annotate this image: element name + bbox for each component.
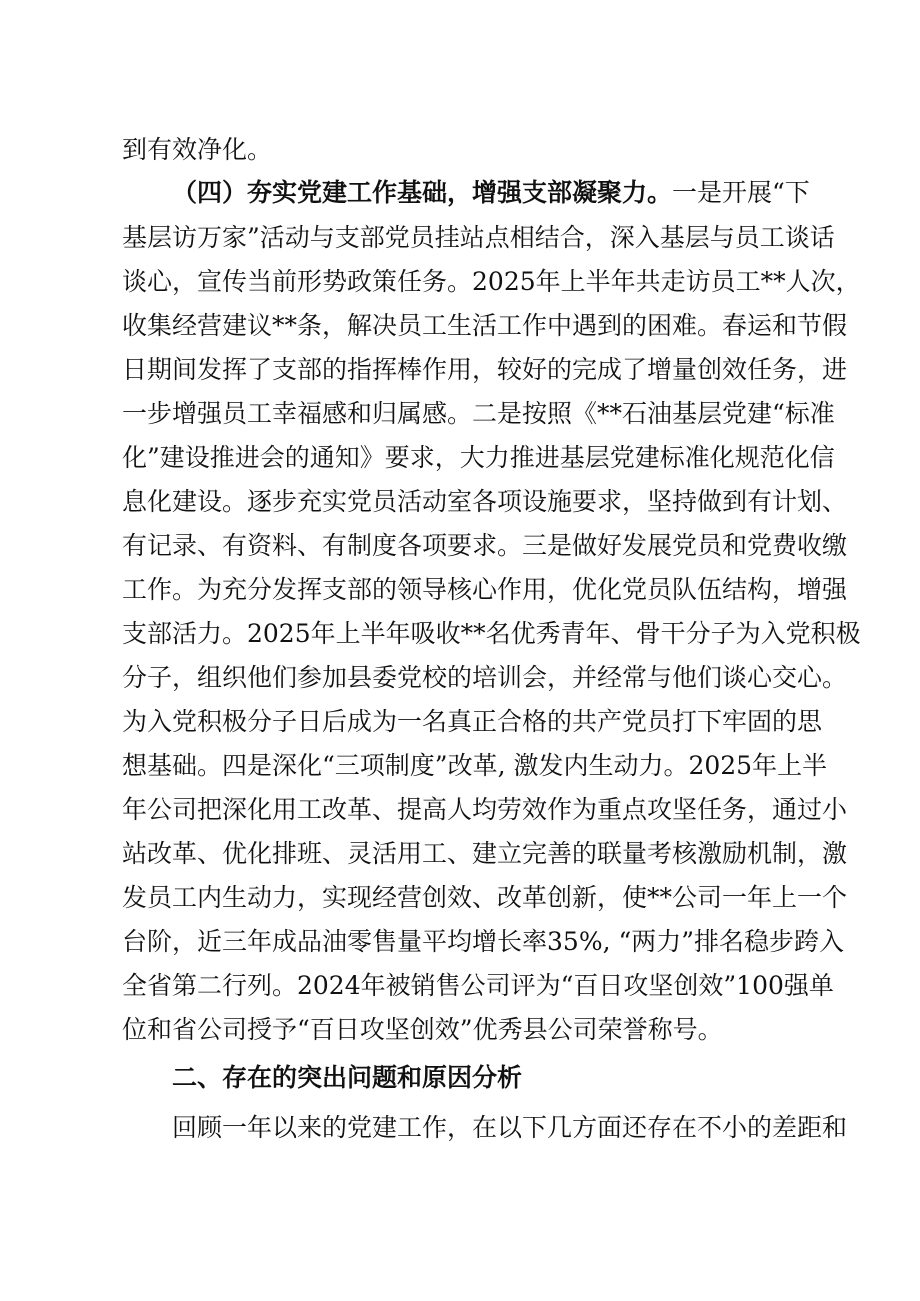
text-line-11: 工作。为充分发挥支部的领导核心作用，优化党员队伍结构，增强 xyxy=(122,575,848,604)
text-line-17: 站改革、优化排班、灵活用工、建立完善的联量考核激励机制，激 xyxy=(122,839,848,868)
text-line-14: 为入党积极分子日后成为一名真正合格的共产党员打下牢固的思 xyxy=(122,707,823,736)
text-line-6: 日期间发挥了支部的指挥棒作用，较好的完成了增量创效任务，进 xyxy=(122,355,848,384)
text-line-21: 位和省公司授予“百日攻坚创效”优秀县公司荣誉称号。 xyxy=(122,1015,723,1044)
text-line-8: 化”建设推进会的通知》要求，大力推进基层党建标准化规范化信 xyxy=(122,443,835,472)
section-four-line xyxy=(172,175,810,211)
text-line-10: 有记录、有资料、有制度各项要求。三是做好发展党员和党费收缴 xyxy=(122,531,848,560)
text-line-3: 基层访万家”活动与支部党员挂站点相结合，深入基层与员工谈话 xyxy=(122,223,835,252)
text-line-16: 年公司把深化用工改革、提高人均劳效作为重点攻坚任务，通过小 xyxy=(122,795,848,824)
text-line-15: 想基础。四是深化“三项制度”改革, 激发内生动力。2025年上半 xyxy=(122,751,828,780)
text-line-1: 到有效净化。 xyxy=(122,135,273,164)
text-line-18: 发员工内生动力，实现经营创效、改革创新，使**公司一年上一个 xyxy=(122,883,848,912)
text-line-5: 收集经营建议**条，解决员工生活工作中遇到的困难。春运和节假 xyxy=(122,311,848,340)
text-line-9: 息化建设。逐步充实党员活动室各项设施要求，坚持做到有计划、 xyxy=(122,487,848,516)
text-line-2: 一是开展“下 xyxy=(672,178,810,207)
text-line-13: 分子，组织他们参加县委党校的培训会，并经常与他们谈心交心。 xyxy=(122,663,848,692)
section-four-title: （四）夯实党建工作基础，增强支部凝聚力。 xyxy=(172,178,673,207)
text-line-20: 全省第二行列。2024年被销售公司评为“百日攻坚创效”100强单 xyxy=(122,971,834,1000)
text-line-19: 台阶，近三年成品油零售量平均增长率35%, “两力”排名稳步跨入 xyxy=(122,927,845,956)
section-two-heading: 二、存在的突出问题和原因分析 xyxy=(172,1063,523,1092)
text-line-4: 谈心，宣传当前形势政策任务。2025年上半年共走访员工**人次， xyxy=(122,267,861,296)
text-line-22: 回顾一年以来的党建工作，在以下几方面还存在不小的差距和 xyxy=(172,1113,848,1142)
text-line-12: 支部活力。2025年上半年吸收**名优秀青年、骨干分子为入党积极 xyxy=(122,619,861,648)
text-line-7: 一步增强员工幸福感和归属感。二是按照《**石油基层党建“标准 xyxy=(122,399,835,428)
